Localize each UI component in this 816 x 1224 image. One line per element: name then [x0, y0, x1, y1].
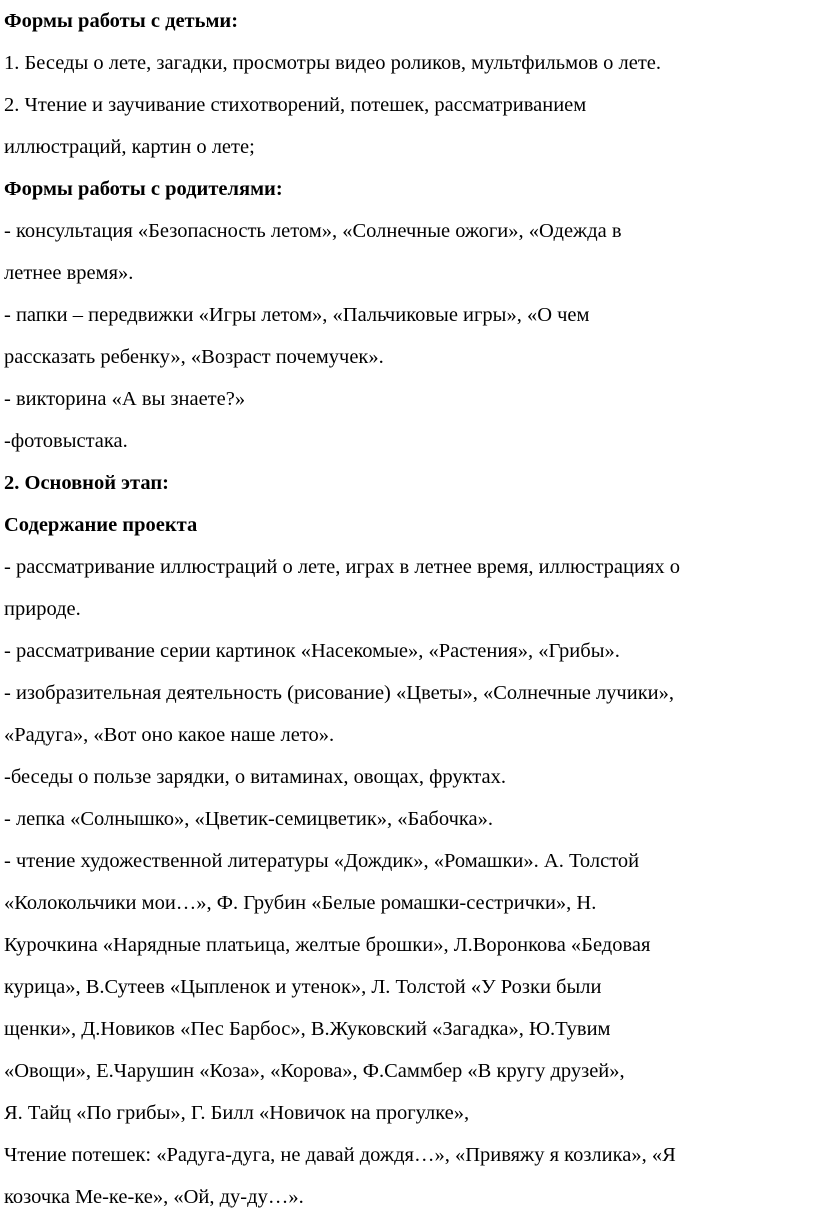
text-line: летнее время». [4, 262, 134, 284]
text-line: «Колокольчики мои…», Ф. Грубин «Белые ромашки-сестрички», Н. [4, 892, 597, 914]
text-line: -фотовыстака. [4, 430, 128, 452]
text-line: - чтение художественной литературы «Дождик», «Ромашки». А. Толстой [4, 850, 640, 872]
text-line: «Радуга», «Вот оно какое наше лето». [4, 724, 335, 746]
text-line: - изобразительная деятельность (рисование) «Цветы», «Солнечные лучики», [4, 682, 674, 704]
text-line: рассказать ребенку», «Возраст почемучек». [4, 346, 384, 368]
text-line: - лепка «Солнышко», «Цветик-семицветик», «Бабочка». [4, 808, 493, 830]
text-line: щенки», Д.Новиков «Пес Барбос», В.Жуковский «Загадка», Ю.Тувим [4, 1018, 611, 1040]
text-line: -беседы о пользе зарядки, о витаминах, овощах, фруктах. [4, 766, 506, 788]
text-line: Чтение потешек: «Радуга-дуга, не давай дождя…», «Привяжу я козлика», «Я [4, 1144, 676, 1166]
text-line: иллюстраций, картин о лете; [4, 136, 255, 158]
text-line: курица», В.Сутеев «Цыпленок и утенок», Л. Толстой «У Розки были [4, 976, 602, 998]
text-line: природе. [4, 598, 81, 620]
text-line: 2. Чтение и заучивание стихотворений, потешек, рассматриванием [4, 94, 587, 116]
text-line: Курочкина «Нарядные платьица, желтые брошки», Л.Воронкова «Бедовая [4, 934, 651, 956]
text-line: - консультация «Безопасность летом», «Солнечные ожоги», «Одежда в [4, 220, 622, 242]
text-line: козочка Ме-ке-ке», «Ой, ду-ду…». [4, 1186, 304, 1208]
section-heading: Формы работы с родителями: [4, 178, 283, 200]
text-line: Я. Тайц «По грибы», Г. Билл «Новичок на прогулке», [4, 1102, 470, 1124]
section-heading: Содержание проекта [4, 514, 198, 536]
section-heading: 2. Основной этап: [4, 472, 169, 494]
text-line: 1. Беседы о лете, загадки, просмотры видео роликов, мультфильмов о лете. [4, 52, 662, 74]
section-heading: Формы работы с детьми: [4, 10, 239, 32]
text-line: - викторина «А вы знаете?» [4, 388, 246, 410]
text-line: - рассматривание иллюстраций о лете, играх в летнее время, иллюстрациях о [4, 556, 681, 578]
document-page [4, 0, 812, 1218]
text-line: - рассматривание серии картинок «Насекомые», «Растения», «Грибы». [4, 640, 620, 662]
text-line: - папки – передвижки «Игры летом», «Пальчиковые игры», «О чем [4, 304, 590, 326]
text-line: «Овощи», Е.Чарушин «Коза», «Корова», Ф.Саммбер «В кругу друзей», [4, 1060, 625, 1082]
